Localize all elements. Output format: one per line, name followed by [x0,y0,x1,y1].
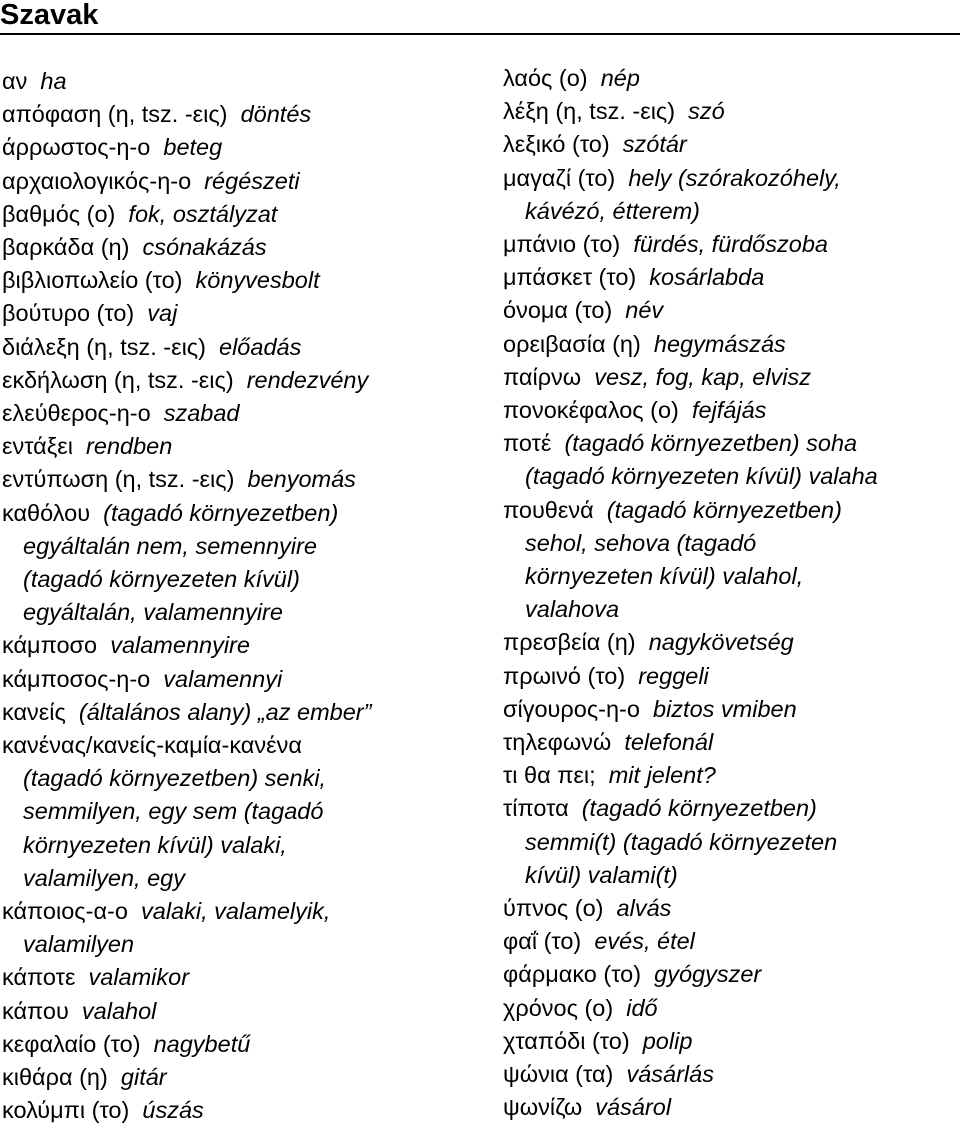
hungarian-translation: semmilyen, egy sem (tagadó [23,798,324,825]
vocab-entry [503,992,958,1025]
hungarian-translation: egyáltalán nem, semennyire [23,532,317,559]
hungarian-translation: környezeten kívül) valahol, [525,563,804,590]
vocab-entry [2,497,472,530]
page-title: Szavak [0,0,99,31]
hungarian-translation: sehol, sehova (tagadó [525,529,757,556]
hungarian-translation: csónakázás [142,234,267,261]
greek-term: κολύμπι (το) [2,1097,130,1124]
title-underline [0,33,960,35]
left-column [2,65,472,1128]
vocab-entry [2,264,472,297]
hungarian-translation: rendben [86,433,173,460]
vocab-entry [503,62,958,95]
greek-term: μαγαζί (το) [503,164,616,191]
hungarian-translation: semmi(t) (tagadó környezeten [525,828,838,855]
greek-term: λέξη (η, tsz. -εις) [503,98,676,125]
hungarian-translation: reggeli [638,662,709,689]
hungarian-translation: (tagadó környezetben) [103,499,339,526]
hungarian-translation: kávézó, étterem) [525,197,701,224]
hungarian-translation: (tagadó környezetben) [581,795,817,822]
greek-term: κάποιος-α-ο [2,898,128,925]
hungarian-translation: vesz, fog, kap, elvisz [594,363,812,390]
hungarian-translation: evés, étel [594,928,695,955]
hungarian-translation: környezeten kívül) valaki, [23,831,287,858]
vocab-entry [2,231,472,264]
hungarian-translation: gyógyszer [654,961,762,988]
vocab-entry [2,198,472,231]
greek-term: απόφαση (η, tsz. -εις) [2,101,228,128]
vocab-entry-continuation [2,795,472,828]
vocab-entry [2,165,472,198]
hungarian-translation: valamikor [88,964,190,991]
hungarian-translation: valahova [525,596,620,623]
greek-term: όνομα (το) [503,297,613,324]
hungarian-translation: mit jelent? [608,762,716,789]
hungarian-translation: fok, osztályzat [128,200,278,227]
vocab-entry [503,261,958,294]
hungarian-translation: úszás [142,1097,204,1124]
greek-term: πουθενά [503,496,594,523]
greek-term: κάμποσο [2,632,98,659]
hungarian-translation: valamilyen [23,931,135,958]
hungarian-translation: (tagadó környezeten kívül) valaha [525,463,878,490]
greek-term: κανείς [2,698,66,725]
vocab-entry [503,328,958,361]
vocab-entry [2,1028,472,1061]
hungarian-translation: egyáltalán, valamennyire [23,599,283,626]
vocab-entry [503,726,958,759]
vocab-entry [2,663,472,696]
vocab-entry-continuation [2,563,472,596]
hungarian-translation: nép [600,65,640,91]
greek-term: τηλεφωνώ [503,729,612,756]
vocab-entry [2,131,472,164]
vocab-entry [503,162,958,195]
vocab-entry-continuation [503,527,958,560]
vocab-entry [2,397,472,430]
greek-term: ορειβασία (η) [503,330,641,357]
greek-term: κάμποσος-η-ο [2,665,151,692]
hungarian-translation: előadás [219,333,302,360]
vocab-entry [2,98,472,131]
greek-term: άρρωστος-η-ο [2,134,151,161]
hungarian-translation: (általános alany) „az ember” [78,698,372,725]
vocab-entry [503,494,958,527]
vocab-entry [503,660,958,693]
greek-term: βούτυρο (το) [2,300,135,327]
hungarian-translation: (tagadó környezetben) senki, [23,765,327,792]
hungarian-translation: szabad [163,400,240,427]
hungarian-translation: kívül) valami(t) [525,861,678,888]
hungarian-translation: polip [642,1027,693,1054]
hungarian-translation: alvás [616,895,672,922]
hungarian-translation: szó [688,98,725,125]
vocab-entry [503,759,958,792]
greek-term: κεφαλαίο (το) [2,1030,141,1057]
hungarian-translation: valahol [81,997,157,1024]
hungarian-translation: név [625,297,664,324]
hungarian-translation: telefonál [624,729,714,756]
vocab-entry-continuation [503,859,958,892]
greek-term: φαΐ (το) [503,928,582,955]
vocab-entry [2,1061,472,1094]
hungarian-translation: valamilyen, egy [23,864,185,891]
greek-term: μπάσκετ (το) [503,264,637,291]
vocab-entry-continuation [503,593,958,626]
vocab-entry [2,995,472,1028]
greek-term: ψώνια (τα) [503,1061,614,1088]
greek-term: εντύπωση (η, tsz. -εις) [2,466,235,493]
vocab-entry [503,228,958,261]
greek-term: φάρμακο (το) [503,961,642,988]
greek-term: διάλεξη (η, tsz. -εις) [2,333,206,360]
vocab-entry [503,693,958,726]
greek-term: χρόνος (ο) [503,994,614,1021]
hungarian-translation: fürdés, fürdőszoba [633,231,828,258]
vocab-entry-continuation [2,596,472,629]
vocab-entry [503,427,958,460]
vocab-entry [503,361,958,394]
hungarian-translation: nagykövetség [648,629,794,656]
greek-term: πρεσβεία (η) [503,629,636,656]
greek-term: βαρκάδα (η) [2,234,130,261]
vocab-entry [503,1058,958,1091]
greek-term: παίρνω [503,363,582,390]
hungarian-translation: gitár [120,1064,167,1091]
greek-term: πρωινό (το) [503,662,626,689]
right-column [503,62,958,1125]
vocab-entry-continuation [2,928,472,961]
vocab-entry [503,95,958,128]
hungarian-translation: (tagadó környezetben) [606,496,842,523]
greek-term: μπάνιο (το) [503,231,621,258]
vocab-entry [503,925,958,958]
greek-term: βιβλιοπωλείο (το) [2,267,183,294]
vocab-entry [2,364,472,397]
vocab-entry [2,463,472,496]
vocab-entry [503,294,958,327]
vocab-entry [2,895,472,928]
greek-term: τι θα πει; [503,762,596,789]
hungarian-translation: fejfájás [691,397,767,424]
hungarian-translation: hely (szórakozóhely, [628,164,841,191]
greek-term: λαός (ο) [503,65,588,91]
vocab-entry [503,394,958,427]
vocab-entry-continuation [2,862,472,895]
greek-term: αν [2,68,28,94]
vocab-entry [503,892,958,925]
vocab-entry [503,128,958,161]
greek-term: σίγουρος-η-ο [503,695,640,722]
vocab-entry [2,430,472,463]
hungarian-translation: valamennyire [110,632,250,659]
vocab-entry [2,297,472,330]
vocab-entry [2,331,472,364]
hungarian-translation: ha [40,68,67,94]
greek-term: ψωνίζω [503,1094,583,1121]
vocab-entry [503,1025,958,1058]
vocab-entry [2,65,472,98]
hungarian-translation: valaki, valamelyik, [141,898,331,925]
vocab-entry [503,1091,958,1124]
hungarian-translation: régészeti [204,167,300,194]
greek-term: ύπνος (ο) [503,895,604,922]
greek-term: κάποτε [2,964,76,991]
hungarian-translation: döntés [240,101,312,128]
greek-term: εντάξει [2,433,73,460]
vocab-entry [2,1094,472,1127]
vocab-entry [503,958,958,991]
vocab-entry [503,626,958,659]
vocab-entry-continuation [2,829,472,862]
hungarian-translation: vaj [147,300,178,327]
vocab-entry-continuation [503,460,958,493]
hungarian-translation: (tagadó környezetben) soha [564,430,858,457]
greek-term: κανένας/κανείς-καμία-κανένα [2,732,302,759]
hungarian-translation: hegymászás [653,330,786,357]
greek-term: εκδήλωση (η, tsz. -εις) [2,366,234,393]
vocab-entry [2,961,472,994]
greek-term: πονοκέφαλος (ο) [503,397,679,424]
hungarian-translation: benyomás [247,466,356,493]
greek-term: λεξικό (το) [503,131,610,158]
hungarian-translation: szótár [622,131,687,158]
vocab-entry [2,629,472,662]
vocab-entry-continuation [503,195,958,228]
vocab-entry-continuation [2,762,472,795]
hungarian-translation: (tagadó környezeten kívül) [23,566,300,593]
greek-term: καθόλου [2,499,91,526]
greek-term: αρχαιολογικός-η-ο [2,167,192,194]
greek-term: κάπου [2,997,69,1024]
hungarian-translation: idő [626,994,658,1021]
greek-term: κιθάρα (η) [2,1064,108,1091]
hungarian-translation: nagybetű [153,1030,251,1057]
vocab-entry-continuation [503,560,958,593]
greek-term: βαθμός (ο) [2,200,116,227]
hungarian-translation: beteg [163,134,223,161]
greek-term: ελεύθερος-η-ο [2,400,151,427]
vocab-entry-continuation [2,530,472,563]
vocab-entry [503,792,958,825]
hungarian-translation: valamennyi [163,665,283,692]
greek-term: χταπόδι (το) [503,1027,630,1054]
hungarian-translation: rendezvény [246,366,369,393]
hungarian-translation: kosárlabda [649,264,765,291]
greek-term: τίποτα [503,795,569,822]
vocab-entry [2,729,472,762]
greek-term: ποτέ [503,430,552,457]
vocab-entry [2,696,472,729]
hungarian-translation: vásárlás [626,1061,714,1088]
hungarian-translation: biztos vmiben [653,695,797,722]
vocab-entry-continuation [503,826,958,859]
hungarian-translation: könyvesbolt [195,267,320,294]
hungarian-translation: vásárol [595,1094,672,1121]
